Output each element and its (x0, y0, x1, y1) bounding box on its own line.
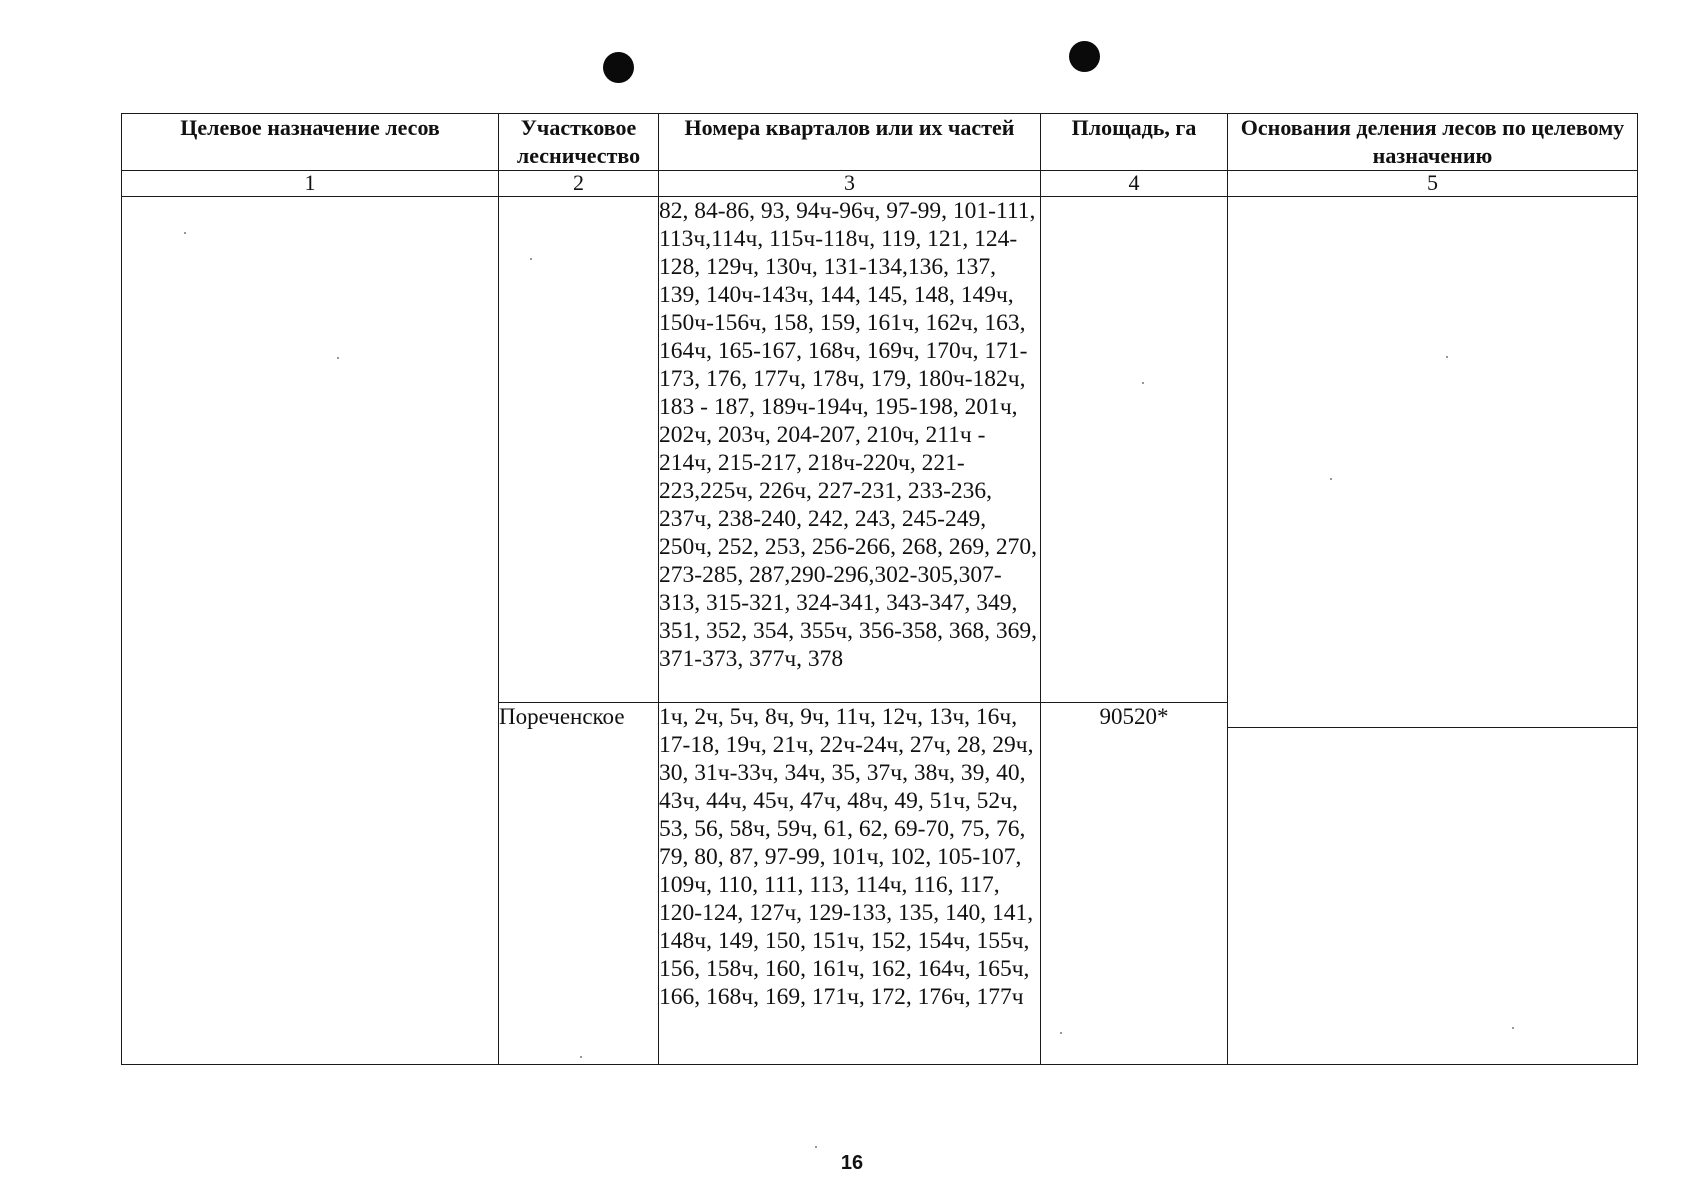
column-number-5: 5 (1228, 171, 1638, 197)
scan-speck (1060, 1032, 1062, 1034)
quarters-cell: 82, 84-86, 93, 94ч-96ч, 97-99, 101-111, 113ч,114ч, 115ч-118ч, 119, 121, 124-128, 129ч, 130ч, 131-134,136, 137, 139, 140ч-143ч, 144, 145, 148, 149ч, 150ч-156ч, 158, 159, 161ч, 162ч, 163, 164ч, 165-167, 168ч, 169ч, 170ч, 171-173, 176, 177ч, 178ч, 179, 180ч-182ч, 183 - 187, 189ч-194ч, 195-198, 201ч, 202ч, 203ч, 204-207, 210ч, 211ч - 214ч, 215-217, 218ч-220ч, 221-223,225ч, 226ч, 227-231, 233-236, 237ч, 238-240, 242, 243, 245-249, 250ч, 252, 253, 256-266, 268, 269, 270, 273-285, 287,290-296,302-305,307-313, 315-321, 324-341, 343-347, 349, 351, 352, 354, 355ч, 356-358, 368, 369, 371-373, 377ч, 378 (659, 197, 1041, 703)
purpose-cell (122, 197, 499, 1065)
area-cell: 90520* (1041, 703, 1228, 1065)
scan-speck (815, 1146, 817, 1148)
scan-speck (1330, 478, 1332, 480)
page-number: 16 (840, 1152, 864, 1174)
scan-speck (1446, 356, 1448, 358)
binder-hole-left (603, 52, 634, 83)
table-row (122, 197, 1638, 703)
basis-cell (1228, 197, 1638, 1065)
column-number-3: 3 (659, 171, 1041, 197)
scan-speck (580, 1056, 582, 1058)
scan-speck (530, 258, 532, 260)
header-quarters: Номера кварталов или их частей (659, 114, 1041, 171)
header-area: Площадь, га (1041, 114, 1228, 171)
binder-hole-right (1069, 41, 1100, 72)
scan-speck (1512, 1027, 1514, 1029)
column-number-4: 4 (1041, 171, 1228, 197)
basis-cell-top (1228, 197, 1637, 728)
scan-speck (184, 232, 186, 234)
forest-purpose-table (121, 113, 1638, 1065)
table-header-row (122, 114, 1638, 171)
column-number-1: 1 (122, 171, 499, 197)
header-basis: Основания деления лесов по целевому назначению (1228, 114, 1638, 171)
column-number-2: 2 (499, 171, 659, 197)
quarters-cell: 1ч, 2ч, 5ч, 8ч, 9ч, 11ч, 12ч, 13ч, 16ч, 17-18, 19ч, 21ч, 22ч-24ч, 27ч, 28, 29ч, 30, 31ч-33ч, 34ч, 35, 37ч, 38ч, 39, 40, 43ч, 44ч, 45ч, 47ч, 48ч, 49, 51ч, 52ч, 53, 56, 58ч, 59ч, 61, 62, 69-70, 75, 76, 79, 80, 87, 97-99, 101ч, 102, 105-107, 109ч, 110, 111, 113, 114ч, 116, 117, 120-124, 127ч, 129-133, 135, 140, 141, 148ч, 149, 150, 151ч, 152, 154ч, 155ч, 156, 158ч, 160, 161ч, 162, 164ч, 165ч, 166, 168ч, 169, 171ч, 172, 176ч, 177ч (659, 703, 1041, 1065)
scan-speck (1142, 382, 1144, 384)
header-forestry: Участковое лесничество (499, 114, 659, 171)
forestry-cell (499, 197, 659, 703)
area-cell (1041, 197, 1228, 703)
forestry-cell: Пореченское (499, 703, 659, 1065)
header-purpose: Целевое назначение лесов (122, 114, 499, 171)
column-number-row (122, 171, 1638, 197)
scan-speck (337, 357, 339, 359)
